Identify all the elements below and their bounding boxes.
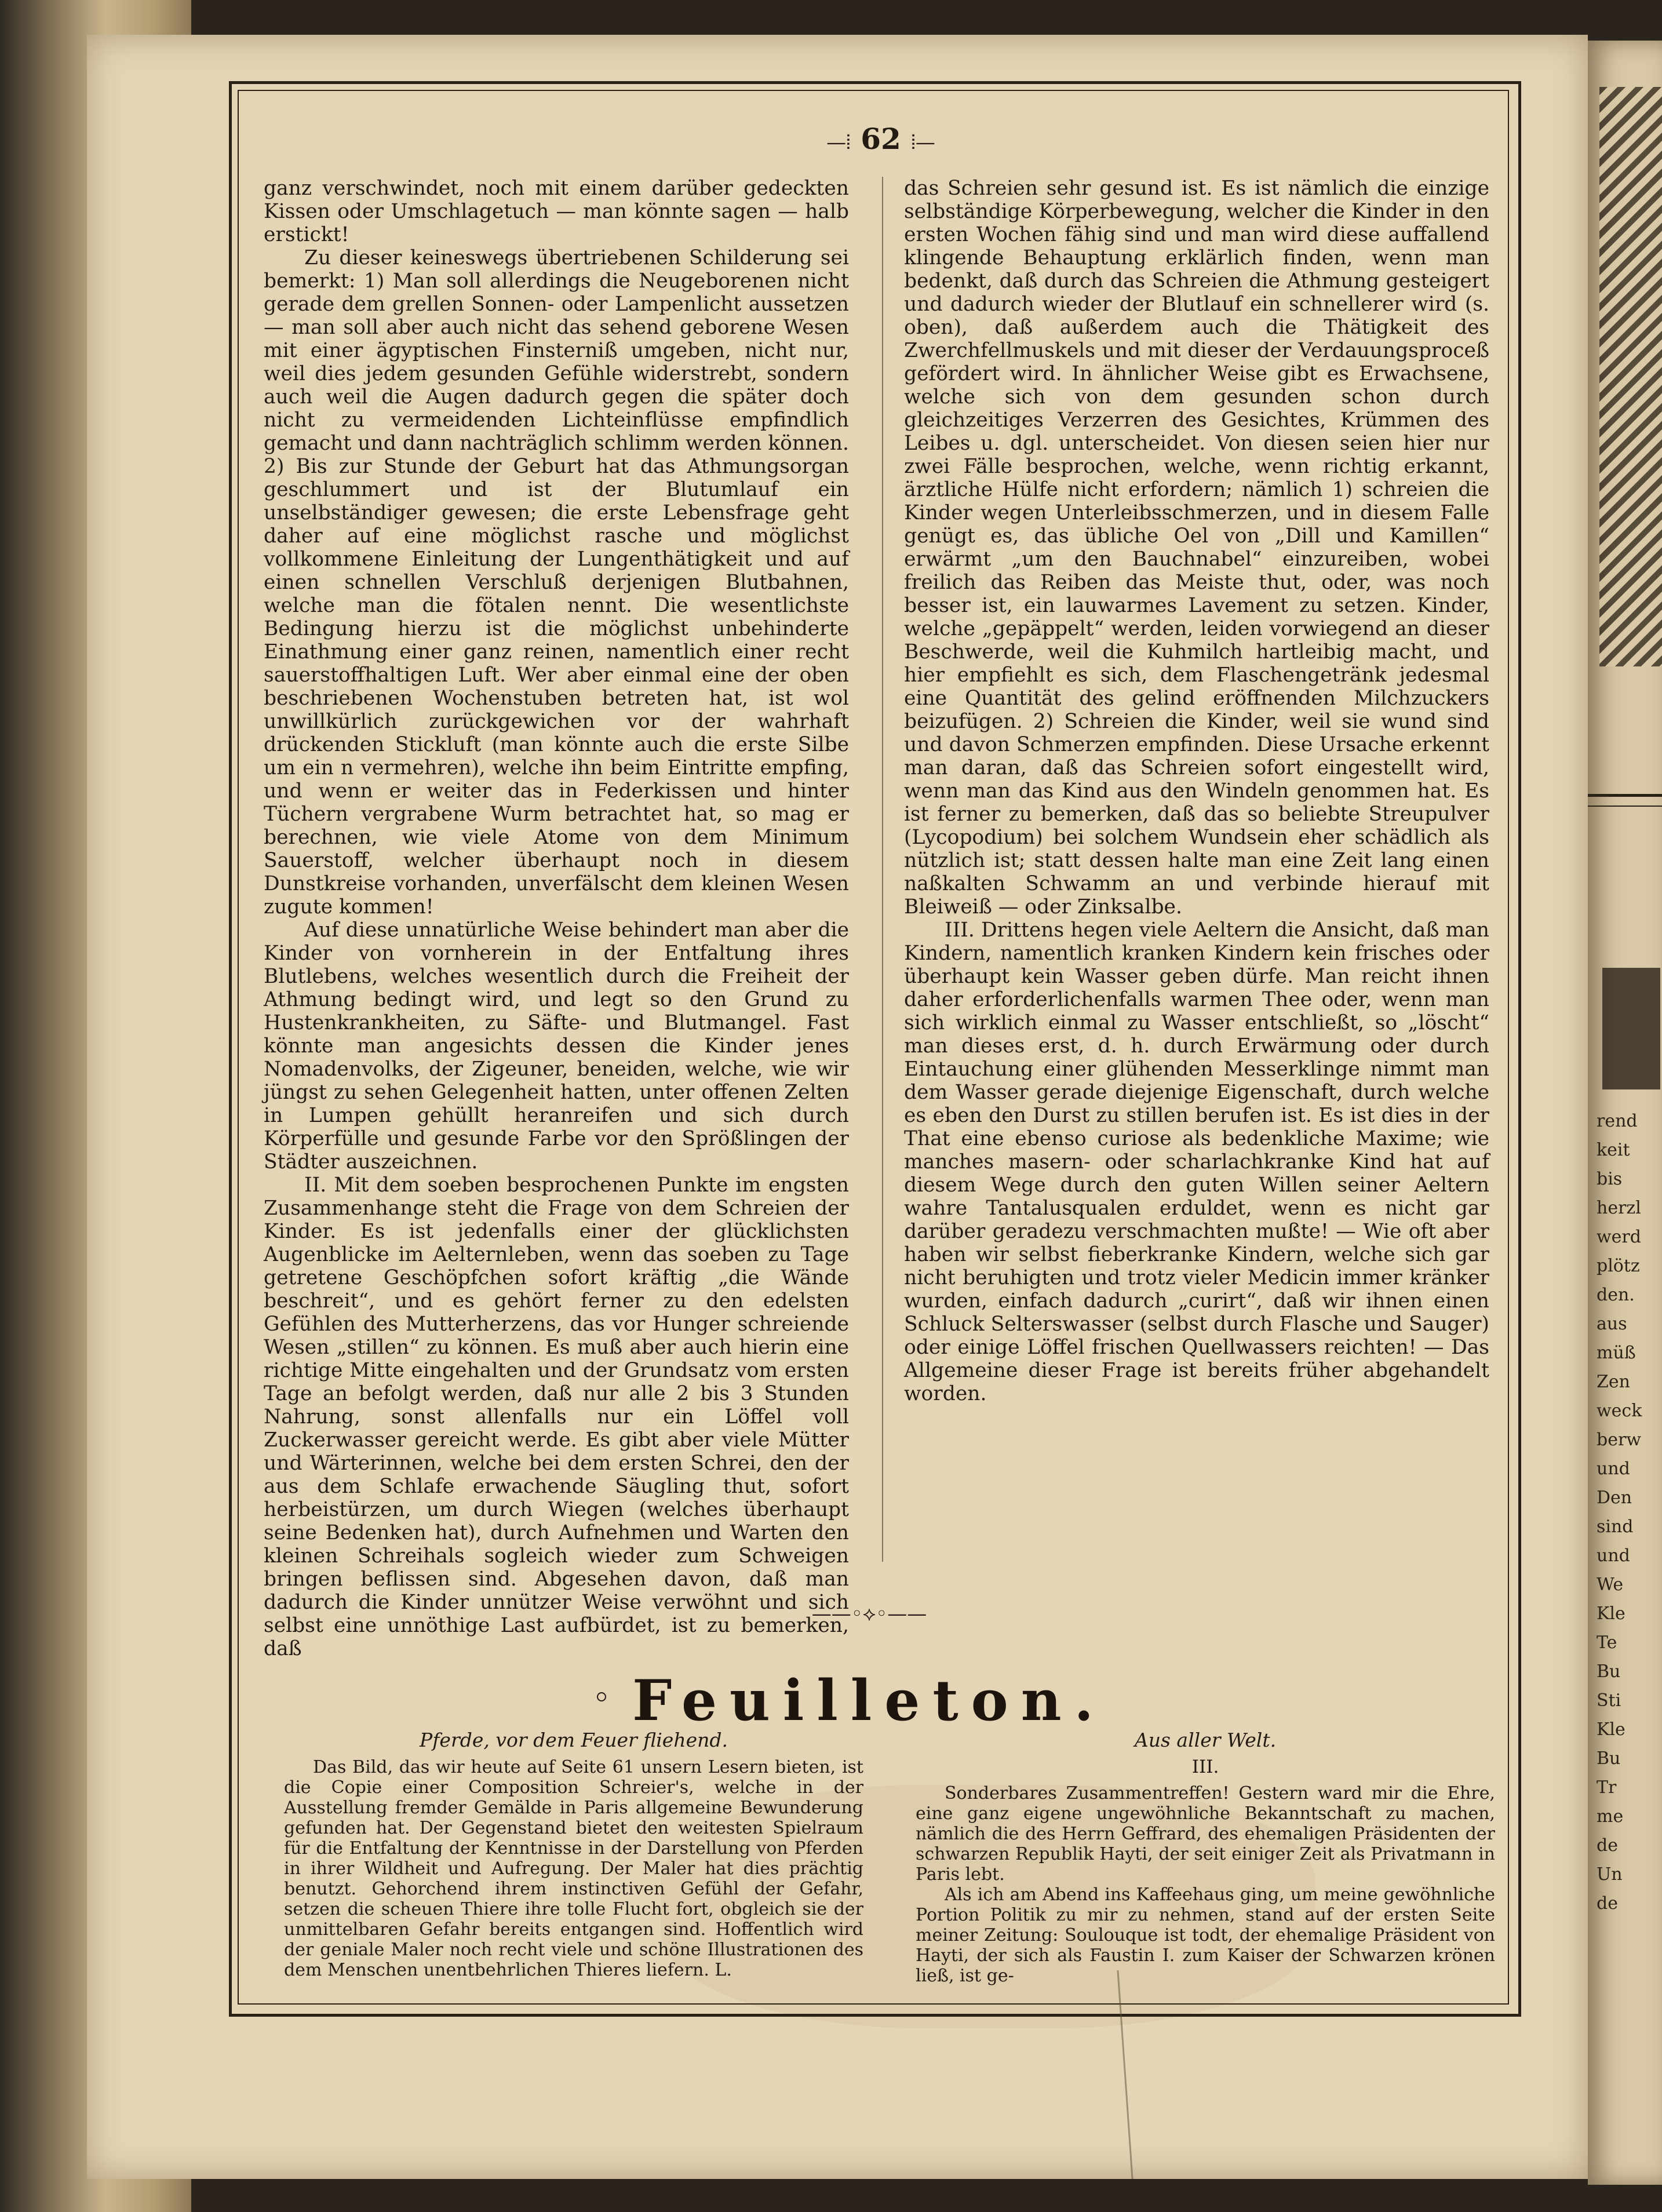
adjacent-fragment: herzl [1597,1198,1641,1218]
feuilleton-left-column [284,1730,863,1980]
adjacent-fragment: sind [1597,1517,1634,1537]
adjacent-rule [1588,794,1662,797]
adjacent-fragment: de [1597,1893,1618,1914]
adjacent-fragment: We [1597,1575,1624,1595]
adjacent-fragment: Kle [1597,1604,1625,1624]
adjacent-fragment: berw [1597,1430,1641,1450]
article-text: Das Bild, das wir heute auf Seite 61 unsern Lesern bieten, ist die Copie einer Composition Schreier's, welche in der Ausstellung fremder Gemälde in Paris allgemeine Bewunderung gefunden hat. Der Gegenstand bietet den weitesten Spielraum für die Entfaltung der Kenntnisse in der Darstellung von Pferden in ihrer Wildheit und Aufregung. Der Maler hat dies prächtig benutzt. Gehorchend ihrem instinctiven Gefühl der Gefahr, setzen die scheuen Thiere ihre tolle Flucht fort, obgleich sie der unmittelbaren Gefahr bereits entgangen sind. Hoffentlich wird der geniale Maler noch recht viele und schöne Illustrationen des dem Menschen unentbehrlichen Thieres liefern. L. [284,1757,863,1980]
page-number-value: 62 [861,122,901,156]
adjacent-fragment: plötz [1597,1256,1640,1276]
adjacent-fragment: de [1597,1835,1618,1856]
adjacent-fragment: aus [1597,1314,1627,1334]
paragraph: II. Mit dem soeben besprochenen Punkte im engsten Zusammenhange steht die Frage von dem Schreien der Kinder. Es ist jedenfalls einer der glücklichsten Augenblicke im Aelternleben, wenn das soeben zu Tage getretene Geschöpfchen sofort kräftig „die Wände beschreit“, und es gehört ferner zu den edelsten Gefühlen des Mutterherzens, das vor Hunger schreiende Wesen „stillen“ zu können. Es muß aber auch hierin eine richtige Mitte eingehalten und der Grundsatz vom ersten Tage an befolgt werden, daß nur alle 2 bis 3 Stunden Nahrung, sonst allenfalls nur ein Löffel voll Zuckerwasser gereicht werde. Es gibt aber viele Mütter und Wärterinnen, welche bei dem ersten Schrei, den der aus dem Schlafe erwachende Säugling thut, sofort herbeistürzen, um durch Wiegen (welches überhaupt seine Bedenken hat), durch Aufnehmen und Warten den kleinen Schreihals sogleich wieder zum Schweigen bringen beflissen sind. Abgesehen davon, daß man dadurch die Kinder unnützer Weise verwöhnt und sich selbst eine unnöthige Last aufbürdet, ist zu bemerken, daß [264,1174,849,1660]
adjacent-fragment: Bu [1597,1661,1621,1682]
paragraph: das Schreien sehr gesund ist. Es ist nämlich die einzige selbständige Körperbewegung, welcher die Kinder in den ersten Wochen fähig sind und man wird diese auffallend klingende Behauptung erklärlich finden, wenn man bedenkt, daß durch das Schreien die Athmung gesteigert und dadurch wieder der Blutlauf ein schnellerer wird (s. oben), daß außerdem auch die Thätigkeit des Zwerchfellmuskels und mit dieser der Verdauungsproceß gefördert wird. In ähnlicher Weise gibt es Erwachsene, welche sich von dem gesunden schon durch gleichzeitiges Verzerren des Gesichtes, Krümmen des Leibes u. dgl. unterscheidet. Von diesen seien hier nur zwei Fälle besprochen, welche, wenn richtig erkannt, ärztliche Hülfe nicht erfordern; nämlich 1) schreien die Kinder wegen Unterleibsschmerzen, und in diesem Falle genügt es, das übliche Oel von „Dill und Kamillen“ erwärmt „um den Bauchnabel“ einzureiben, wobei freilich das Reiben das Meiste thut, oder, was noch besser ist, ein lauwarmes Lavement zu setzen. Kinder, welche „gepäppelt“ werden, leiden vorwiegend an dieser Beschwerde, weil die Kuhmilch hartleibig macht, und hier empfiehlt es sich, dem Flaschengetränk jedesmal eine Quantität des gelind eröffnenden Milchzuckers beizufügen. 2) Schreien die Kinder, weil sie wund sind und davon Schmerzen empfinden. Diese Ursache erkennt man daran, daß das Schreien sofort eingestellt wird, wenn man das Kind aus den Windeln genommen hat. Es ist ferner zu bemerken, daß das so beliebte Streupulver (Lycopodium) bei solchem Wundsein eher schädlich als nützlich ist; statt dessen halte man eine Zeit lang einen naßkalten Schwamm an und verbinde hierauf mit Bleiweiß — oder Zinksalbe. [904,177,1489,919]
paragraph: Zu dieser keineswegs übertriebenen Schilderung sei bemerkt: 1) Man soll allerdings die Neugeborenen nicht gerade dem grellen Sonnen- oder Lampenlicht aussetzen — man soll aber auch nicht das sehend geborene Wesen mit einer ägyptischen Finsterniß umgeben, nicht nur, weil dies jedem gesunden Gefühle widerstrebt, sondern auch weil die Augen dadurch gegen die später doch nicht zu vermeidenden Lichteinflüsse empfindlich gemacht und dann nachträglich schlimm werden können. 2) Bis zur Stunde der Geburt hat das Athmungsorgan geschlummert und ist der Blutumlauf ein unselbständiger gewesen; die erste Lebensfrage geht daher auf eine möglichst rasche und möglichst vollkommene Einleitung der Lungenthätigkeit und auf einen schnellen Verschluß derjenigen Blutbahnen, welche man die fötalen nennt. Die wesentlichste Bedingung hierzu ist die möglichst unbehinderte Einathmung einer ganz reinen, namentlich einer recht sauerstoffhaltigen Luft. Wer aber einmal eine der oben beschriebenen Wochenstuben betreten hat, ist wol unwillkürlich zurückgewichen vor der wahrhaft drückenden Stickluft (man könnte auch die erste Silbe um ein n vermehren), welche ihn beim Eintritte empfing, und wenn er weiter das in Federkissen und hinter Tüchern vergrabene Wurm betrachtet hat, so mag er berechnen, wie viele Atome von dem Minimum Sauerstoff, welcher überhaupt noch in diesem Dunstkreise vorhanden, unverfälscht dem kleinen Wesen zugute kommen! [264,246,849,919]
adjacent-fragment: den. [1597,1285,1635,1305]
ornament-right: ⦙— [911,131,935,154]
adjacent-fragment: bis [1597,1169,1623,1189]
paragraph: Auf diese unnatürliche Weise behindert man aber die Kinder von vornherein in der Entfaltung ihres Blutlebens, welches wesentlich durch die Freiheit der Athmung bedingt wird, und legt so den Grund zu Hustenkrankheiten, zu Säfte- und Blutmangel. Fast könnte man angesichts dessen die Kinder jenes Nomadenvolks, der Zigeuner, beneiden, welche, wie wir jüngst zu sehen Gelegenheit hatten, unter offenen Zelten in Lumpen gehüllt heranreifen und sich durch Körperfülle und gesunde Farbe vor den Sprößlingen der Städter auszeichnen. [264,919,849,1174]
adjacent-fragment: me [1597,1806,1624,1827]
adjacent-fragment: und [1597,1459,1630,1479]
paragraph: ganz verschwindet, noch mit einem darüber gedeckten Kissen oder Umschlagetuch — man könnte sagen — halb erstickt! [264,177,849,246]
page-number [800,119,962,159]
article-text: Sonderbares Zusammentreffen! Gestern ward mir die Ehre, eine ganz eigene ungewöhnliche Bekanntschaft zu machen, nämlich die des Herrn Geffrard, des ehemaligen Präsidenten der schwarzen Republik Hayti, der seit einiger Zeit als Privatmann in Paris lebt. [916,1783,1495,1885]
article-subheading: III. [1191,1757,1219,1777]
adjacent-fragment: und [1597,1546,1630,1566]
right-text-column [904,177,1489,1568]
adjacent-fragment: werd [1597,1227,1641,1247]
adjacent-page [1588,41,1662,2185]
adjacent-fragment: weck [1597,1401,1642,1421]
adjacent-fragment: Kle [1597,1719,1625,1740]
adjacent-text-fragments [1597,1107,1662,1918]
adjacent-fragment: Un [1597,1864,1623,1885]
column-separator [882,177,883,1562]
adjacent-rule-thin [1588,806,1662,807]
paragraph: III. Drittens hegen viele Aeltern die Ansicht, daß man Kindern, namentlich kranken Kindern kein frisches oder überhaupt kein Wasser geben dürfe. Man reicht ihnen daher erforderlichenfalls warmen Thee oder, wenn man sich wirklich einmal zu Wasser entschließt, so „löscht“ man dieses erst, d. h. durch Erwärmung oder durch Eintauchung einer glühenden Messerklinge nimmt man dem Wasser gerade diejenige Eigenschaft, durch welche es eben den Durst zu stillen berufen ist. Es ist dies in der That eine ebenso curiose als bedenkliche Maxime; wie manches masern- oder scharlachkranke Kind hat auf diesem Wege durch den guten Willen seiner Aeltern wahre Tantalusqualen erduldet, wenn es nicht gar darüber geradezu verschmachten mußte! — Wie oft aber haben wir selbst fieberkranke Kindern, welche sich gar nicht beruhigten und trotz vieler Medicin immer kränker wurden, einfach dadurch „curirt“, daß wir ihnen einen Schluck Selterswasser (selbst durch Flasche und Sauger) oder einige Löffel frischen Quellwassers reichten! — Das Allgemeine dieser Frage ist bereits früher abgehandelt worden. [904,919,1489,1405]
adjacent-fragment: rend [1597,1111,1638,1131]
ornamental-divider: ——◦⟡◦—— [811,1602,927,1626]
feuilleton-right-column [916,1730,1495,1986]
adjacent-fragment: Sti [1597,1690,1621,1711]
adjacent-fragment: Den [1597,1488,1632,1508]
adjacent-fragment: Tr [1597,1777,1617,1798]
adjacent-fragment: Zen [1597,1372,1630,1392]
adjacent-fragment: keit [1597,1140,1630,1160]
left-text-column [264,177,849,1660]
adjacent-large-letter [1602,968,1660,1089]
ornament-left: —⦙ [826,131,851,154]
adjacent-fragment: müß [1597,1343,1636,1363]
section-title: Feuilleton. [632,1668,1106,1733]
article-heading: Aus aller Welt. [1134,1729,1277,1751]
adjacent-fragment: Te [1597,1632,1617,1653]
adjacent-fragment: Bu [1597,1748,1621,1769]
article-text: Als ich am Abend ins Kaffeehaus ging, um meine gewöhnliche Portion Politik zu mir zu nehmen, stand auf der ersten Seite meiner Zeitung: Soulouque ist todt, der ehemalige Präsident von Hayti, der sich als Faustin I. zum Kaiser der Schwarzen krönen ließ, ist ge- [916,1885,1495,1986]
ornamental-initial-fragment [1599,87,1662,666]
article-heading: Pferde, vor dem Feuer fliehend. [420,1729,728,1751]
